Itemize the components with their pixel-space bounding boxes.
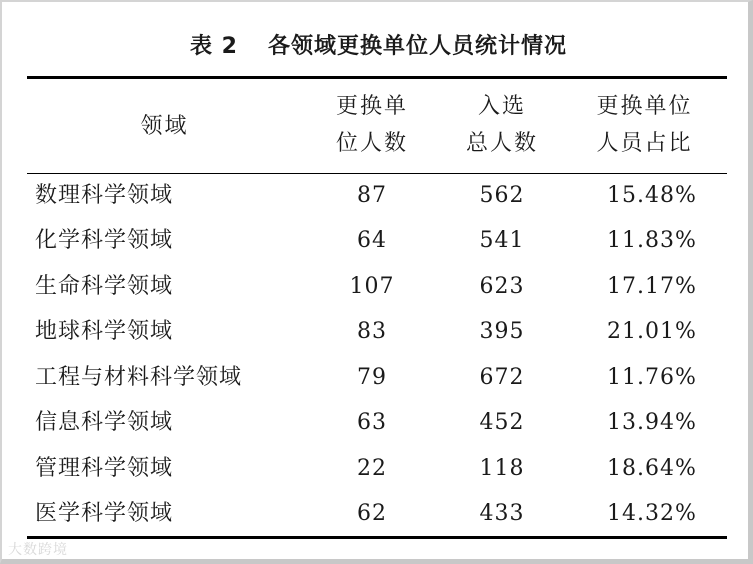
row-total: 395 (479, 319, 525, 344)
row-field: 化学科学领域 (35, 228, 174, 253)
row-changed: 83 (357, 319, 387, 344)
table-caption (2, 29, 753, 60)
row-total: 452 (479, 410, 525, 435)
table-row (27, 400, 727, 445)
header-changed (302, 88, 442, 162)
row-field: 地球科学领域 (35, 319, 174, 344)
header-field-label: 领域 (140, 114, 189, 139)
header-total-line1: 入选 (477, 94, 526, 119)
row-field: 数理科学领域 (35, 183, 174, 208)
row-total: 118 (479, 456, 525, 481)
row-ratio: 18.64% (607, 456, 697, 481)
row-field: 生命科学领域 (35, 274, 174, 299)
row-changed: 64 (357, 228, 387, 253)
header-ratio (562, 88, 727, 162)
row-changed: 87 (357, 183, 387, 208)
table-row (27, 355, 727, 400)
table-row (27, 218, 727, 263)
row-total: 562 (479, 183, 525, 208)
header-changed-line2: 位人数 (335, 131, 408, 156)
table-row (27, 309, 727, 354)
watermark: 大数跨境 (8, 542, 68, 558)
bottom-rule (27, 536, 727, 539)
header-field (27, 108, 302, 145)
row-field: 工程与材料科学领域 (35, 365, 243, 390)
table-row (27, 264, 727, 309)
row-ratio: 11.83% (607, 228, 697, 253)
header-total (442, 88, 562, 162)
table-row (27, 173, 727, 218)
header-changed-line1: 更换单 (335, 94, 408, 119)
row-ratio: 11.76% (607, 365, 697, 390)
header-ratio-line2: 人员占比 (596, 131, 693, 156)
header-total-line2: 总人数 (465, 131, 538, 156)
row-field: 管理科学领域 (35, 456, 174, 481)
header-ratio-line1: 更换单位 (596, 94, 693, 119)
row-ratio: 21.01% (607, 319, 697, 344)
row-total: 672 (479, 365, 525, 390)
row-total: 433 (479, 501, 525, 526)
table-title: 各领域更换单位人员统计情况 (267, 34, 567, 59)
row-changed: 107 (349, 274, 395, 299)
row-changed: 22 (357, 456, 387, 481)
table-row (27, 446, 727, 491)
row-field: 医学科学领域 (35, 501, 174, 526)
row-total: 623 (479, 274, 525, 299)
row-changed: 63 (357, 410, 387, 435)
row-field: 信息科学领域 (35, 410, 174, 435)
row-ratio: 13.94% (607, 410, 697, 435)
table-number: 表 2 (190, 34, 238, 59)
row-changed: 62 (357, 501, 387, 526)
row-ratio: 14.32% (607, 501, 697, 526)
row-total: 541 (479, 228, 525, 253)
row-ratio: 17.17% (607, 274, 697, 299)
row-changed: 79 (357, 365, 387, 390)
table-row (27, 491, 727, 536)
row-ratio: 15.48% (607, 183, 697, 208)
top-rule (27, 76, 727, 79)
